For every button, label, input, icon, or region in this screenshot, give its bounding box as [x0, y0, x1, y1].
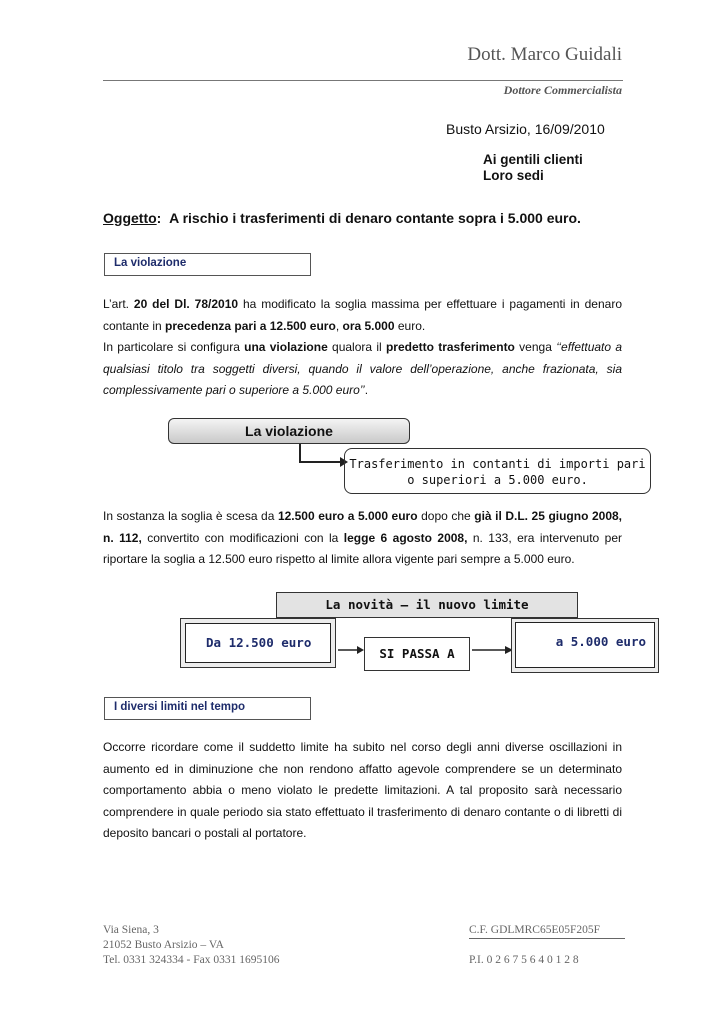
novita-header: La novità – il nuovo limite	[276, 592, 578, 618]
footer-cf: C.F. GDLMRC65E05F205F	[469, 923, 625, 939]
subject-colon: :	[156, 210, 162, 226]
connector-arrow-1	[290, 443, 350, 467]
to-box-frame	[511, 618, 659, 673]
subject-label: Oggetto	[103, 210, 157, 226]
letterhead-name: Dott. Marco Guidali	[467, 44, 622, 65]
from-box-frame	[180, 618, 336, 668]
subject-line	[103, 210, 581, 226]
section-heading-limiti: I diversi limiti nel tempo	[104, 697, 311, 720]
footer-address	[103, 923, 279, 968]
violation-pill: La violazione	[168, 418, 410, 444]
letterhead-rule	[103, 80, 623, 81]
footer-pi: P.I. 0 2 6 7 5 6 4 0 1 2 8	[469, 954, 579, 966]
footer-phone: Tel. 0331 324334 - Fax 0331 1695106	[103, 954, 280, 966]
recipient-line-1: Ai gentili clienti	[483, 152, 583, 167]
recipient-block	[483, 152, 583, 184]
paragraph-1: L’art. 20 del Dl. 78/2010 ha modificato la soglia massima per effettuare i pagamenti in denaro contante in precedenza pari a 12.500 euro, ora 5.000 euro. In particolare si configura una violazione qualora il predetto trasferimento venga ‘‘effettuato a qualsiasi titolo tra soggetti diversi, quando il valore dell’operazione, anche frazionata, sia complessivamente pari o superiore a 5.000 euro’’.	[103, 297, 623, 397]
arrow-to-passa	[336, 643, 366, 657]
recipient-line-2: Loro sedi	[483, 168, 544, 183]
violation-callout: Trasferimento in contanti di importi pari o superiori a 5.000 euro.	[344, 448, 651, 494]
subject-text: A rischio i trasferimenti di denaro contante sopra i 5.000 euro.	[169, 210, 581, 226]
paragraph-2: In sostanza la soglia è scesa da 12.500 euro a 5.000 euro dopo che già il D.L. 25 giugno 2008, n. 112, convertito con modificazioni con la legge 6 agosto 2008, n. 133, era intervenuto per riportare la soglia a 12.500 euro rispetto al limite allora vigente pari sempre a 5.000 euro.	[103, 509, 623, 566]
footer-city: 21052 Busto Arsizio – VA	[103, 939, 224, 951]
si-passa-a-box: SI PASSA A	[364, 637, 470, 671]
arrow-to-new-limit	[470, 643, 516, 657]
from-amount: Da 12.500 euro	[185, 623, 331, 663]
letterhead-title: Dottore Commercialista	[503, 83, 622, 97]
paragraph-3: Occorre ricordare come il suddetto limite ha subito nel corso degli anni diverse oscillazioni in aumento ed in diminuzione che non rendono affatto agevole comprendere se un determinato comportamento abbia o meno violato le predette limitazioni. A tal proposito sarà necessario comprendere in quale periodo sia stato effettuato il trasferimento di denaro contante o di libretti di deposito bancari o postali al portatore.	[103, 740, 622, 840]
to-amount: a 5.000 euro	[515, 622, 655, 668]
section-heading-violazione: La violazione	[104, 253, 311, 276]
footer-street: Via Siena, 3	[103, 924, 159, 936]
place-date: Busto Arsizio, 16/09/2010	[446, 121, 605, 137]
